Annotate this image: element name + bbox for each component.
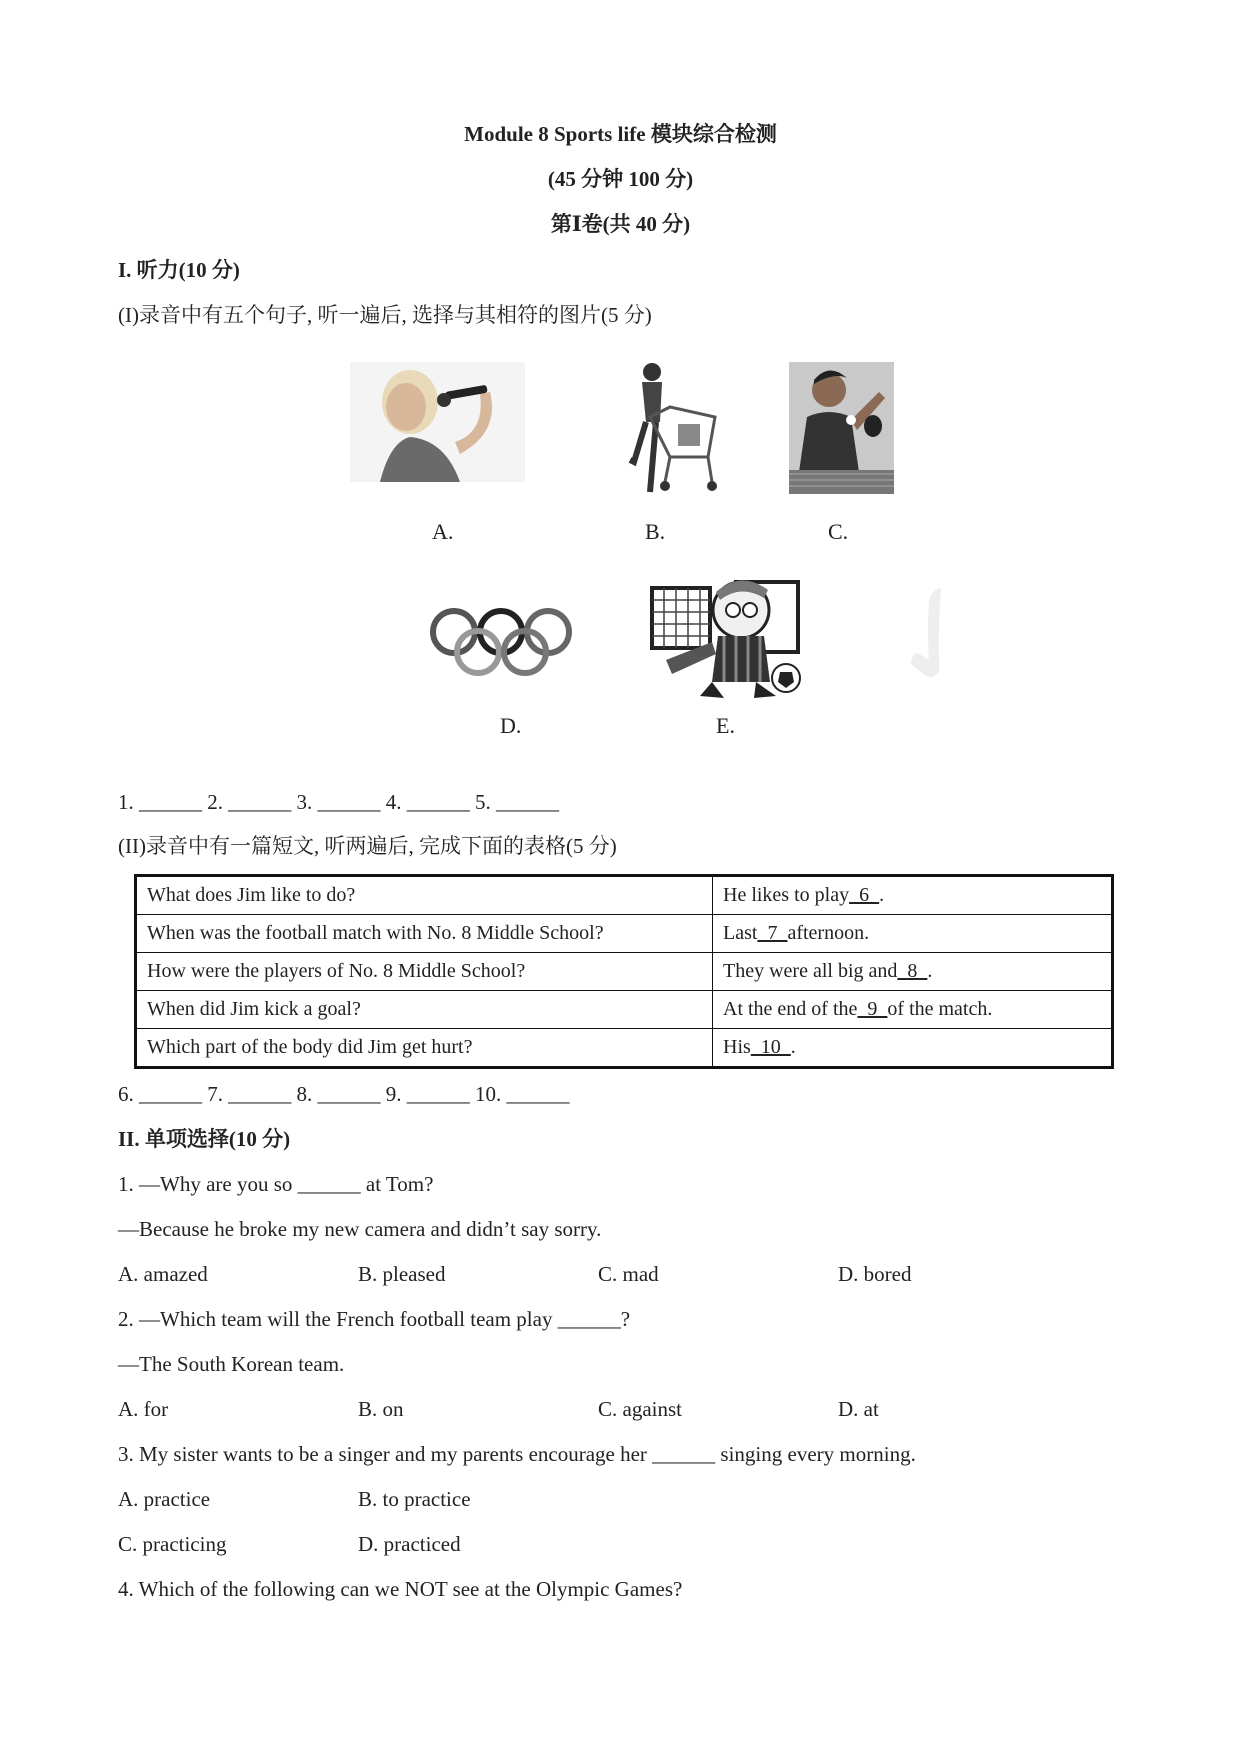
picture-label-b: B. <box>645 519 666 544</box>
table-answer: His 10 . <box>713 1029 1113 1068</box>
listening-table <box>134 874 1114 1069</box>
table-question: When was the football match with No. 8 Middle School? <box>136 915 713 953</box>
q3-option-c[interactable]: C. practicing <box>118 1532 227 1556</box>
q1-option-d[interactable]: D. bored <box>838 1262 912 1286</box>
table-answer: He likes to play 6 . <box>713 876 1113 915</box>
table-question: When did Jim kick a goal? <box>136 991 713 1029</box>
table-answer: They were all big and 8 . <box>713 953 1113 991</box>
q3-option-a[interactable]: A. practice <box>118 1487 211 1511</box>
watermark: ✓ <box>846 542 1023 730</box>
picture-label-d: D. <box>500 713 522 738</box>
q2-option-a[interactable]: A. for <box>118 1397 169 1421</box>
page-title: Module 8 Sports life 模块综合检测 <box>464 122 777 146</box>
q2-option-c[interactable]: C. against <box>598 1397 682 1421</box>
table-row <box>136 953 1113 991</box>
question-3-line-1: 3. My sister wants to be a singer and my parents encourage her ______ singing every morning. <box>118 1442 916 1466</box>
part2-instruction: (II)录音中有一篇短文, 听两遍后, 完成下面的表格(5 分) <box>118 834 617 858</box>
table-row <box>136 991 1113 1029</box>
question-4-line-1: 4. Which of the following can we NOT see at the Olympic Games? <box>118 1577 683 1601</box>
table-question: Which part of the body did Jim get hurt? <box>136 1029 713 1068</box>
answer-blank: 9 <box>857 998 888 1020</box>
part1-instruction: (I)录音中有五个句子, 听一遍后, 选择与其相符的图片(5 分) <box>118 303 652 327</box>
table-row <box>136 915 1113 953</box>
table-tennis-player-icon <box>789 362 894 494</box>
choice-heading: II. 单项选择(10 分) <box>118 1127 291 1151</box>
singer-microphone-icon <box>350 362 525 482</box>
q3-option-d[interactable]: D. practiced <box>358 1532 461 1556</box>
question-1-line-2: —Because he broke my new camera and didn’t say sorry. <box>118 1217 602 1241</box>
picture-label-c: C. <box>828 519 849 544</box>
table-question: How were the players of No. 8 Middle School? <box>136 953 713 991</box>
question-1-line-1: 1. —Why are you so ______ at Tom? <box>118 1172 434 1196</box>
q2-option-d[interactable]: D. at <box>838 1397 879 1421</box>
answer-blank: 10 <box>750 1036 791 1058</box>
picture-label-a: A. <box>432 519 454 544</box>
q1-option-b[interactable]: B. pleased <box>358 1262 446 1286</box>
q1-option-a[interactable]: A. amazed <box>118 1262 208 1286</box>
question-2-line-2: —The South Korean team. <box>118 1352 345 1376</box>
table-row <box>136 876 1113 915</box>
table-answer: At the end of the 9 of the match. <box>713 991 1113 1029</box>
shopping-cart-icon <box>590 362 730 497</box>
olympic-rings-icon <box>428 606 574 676</box>
table-row <box>136 1029 1113 1068</box>
question-2-line-1: 2. —Which team will the French football team play ______? <box>118 1307 631 1331</box>
part2-answer-blanks: 6. ______ 7. ______ 8. ______ 9. ______ 10. ______ <box>118 1082 570 1106</box>
exam-time: (45 分钟 100 分) <box>547 167 694 191</box>
listening-heading: I. 听力(10 分) <box>118 258 240 282</box>
answer-blank: 7 <box>757 922 788 944</box>
table-question: What does Jim like to do? <box>136 876 713 915</box>
table-answer: Last 7 afternoon. <box>713 915 1113 953</box>
q3-option-b[interactable]: B. to practice <box>358 1487 471 1511</box>
volume-title: 第Ⅰ卷(共 40 分) <box>550 212 691 236</box>
picture-label-e: E. <box>716 713 735 738</box>
answer-blank: 6 <box>849 884 880 906</box>
answer-blank: 8 <box>897 960 928 982</box>
part1-answer-blanks: 1. ______ 2. ______ 3. ______ 4. ______ 5. ______ <box>118 790 559 814</box>
q2-option-b[interactable]: B. on <box>358 1397 404 1421</box>
goalkeeper-cartoon-icon <box>646 570 806 702</box>
q1-option-c[interactable]: C. mad <box>598 1262 659 1286</box>
